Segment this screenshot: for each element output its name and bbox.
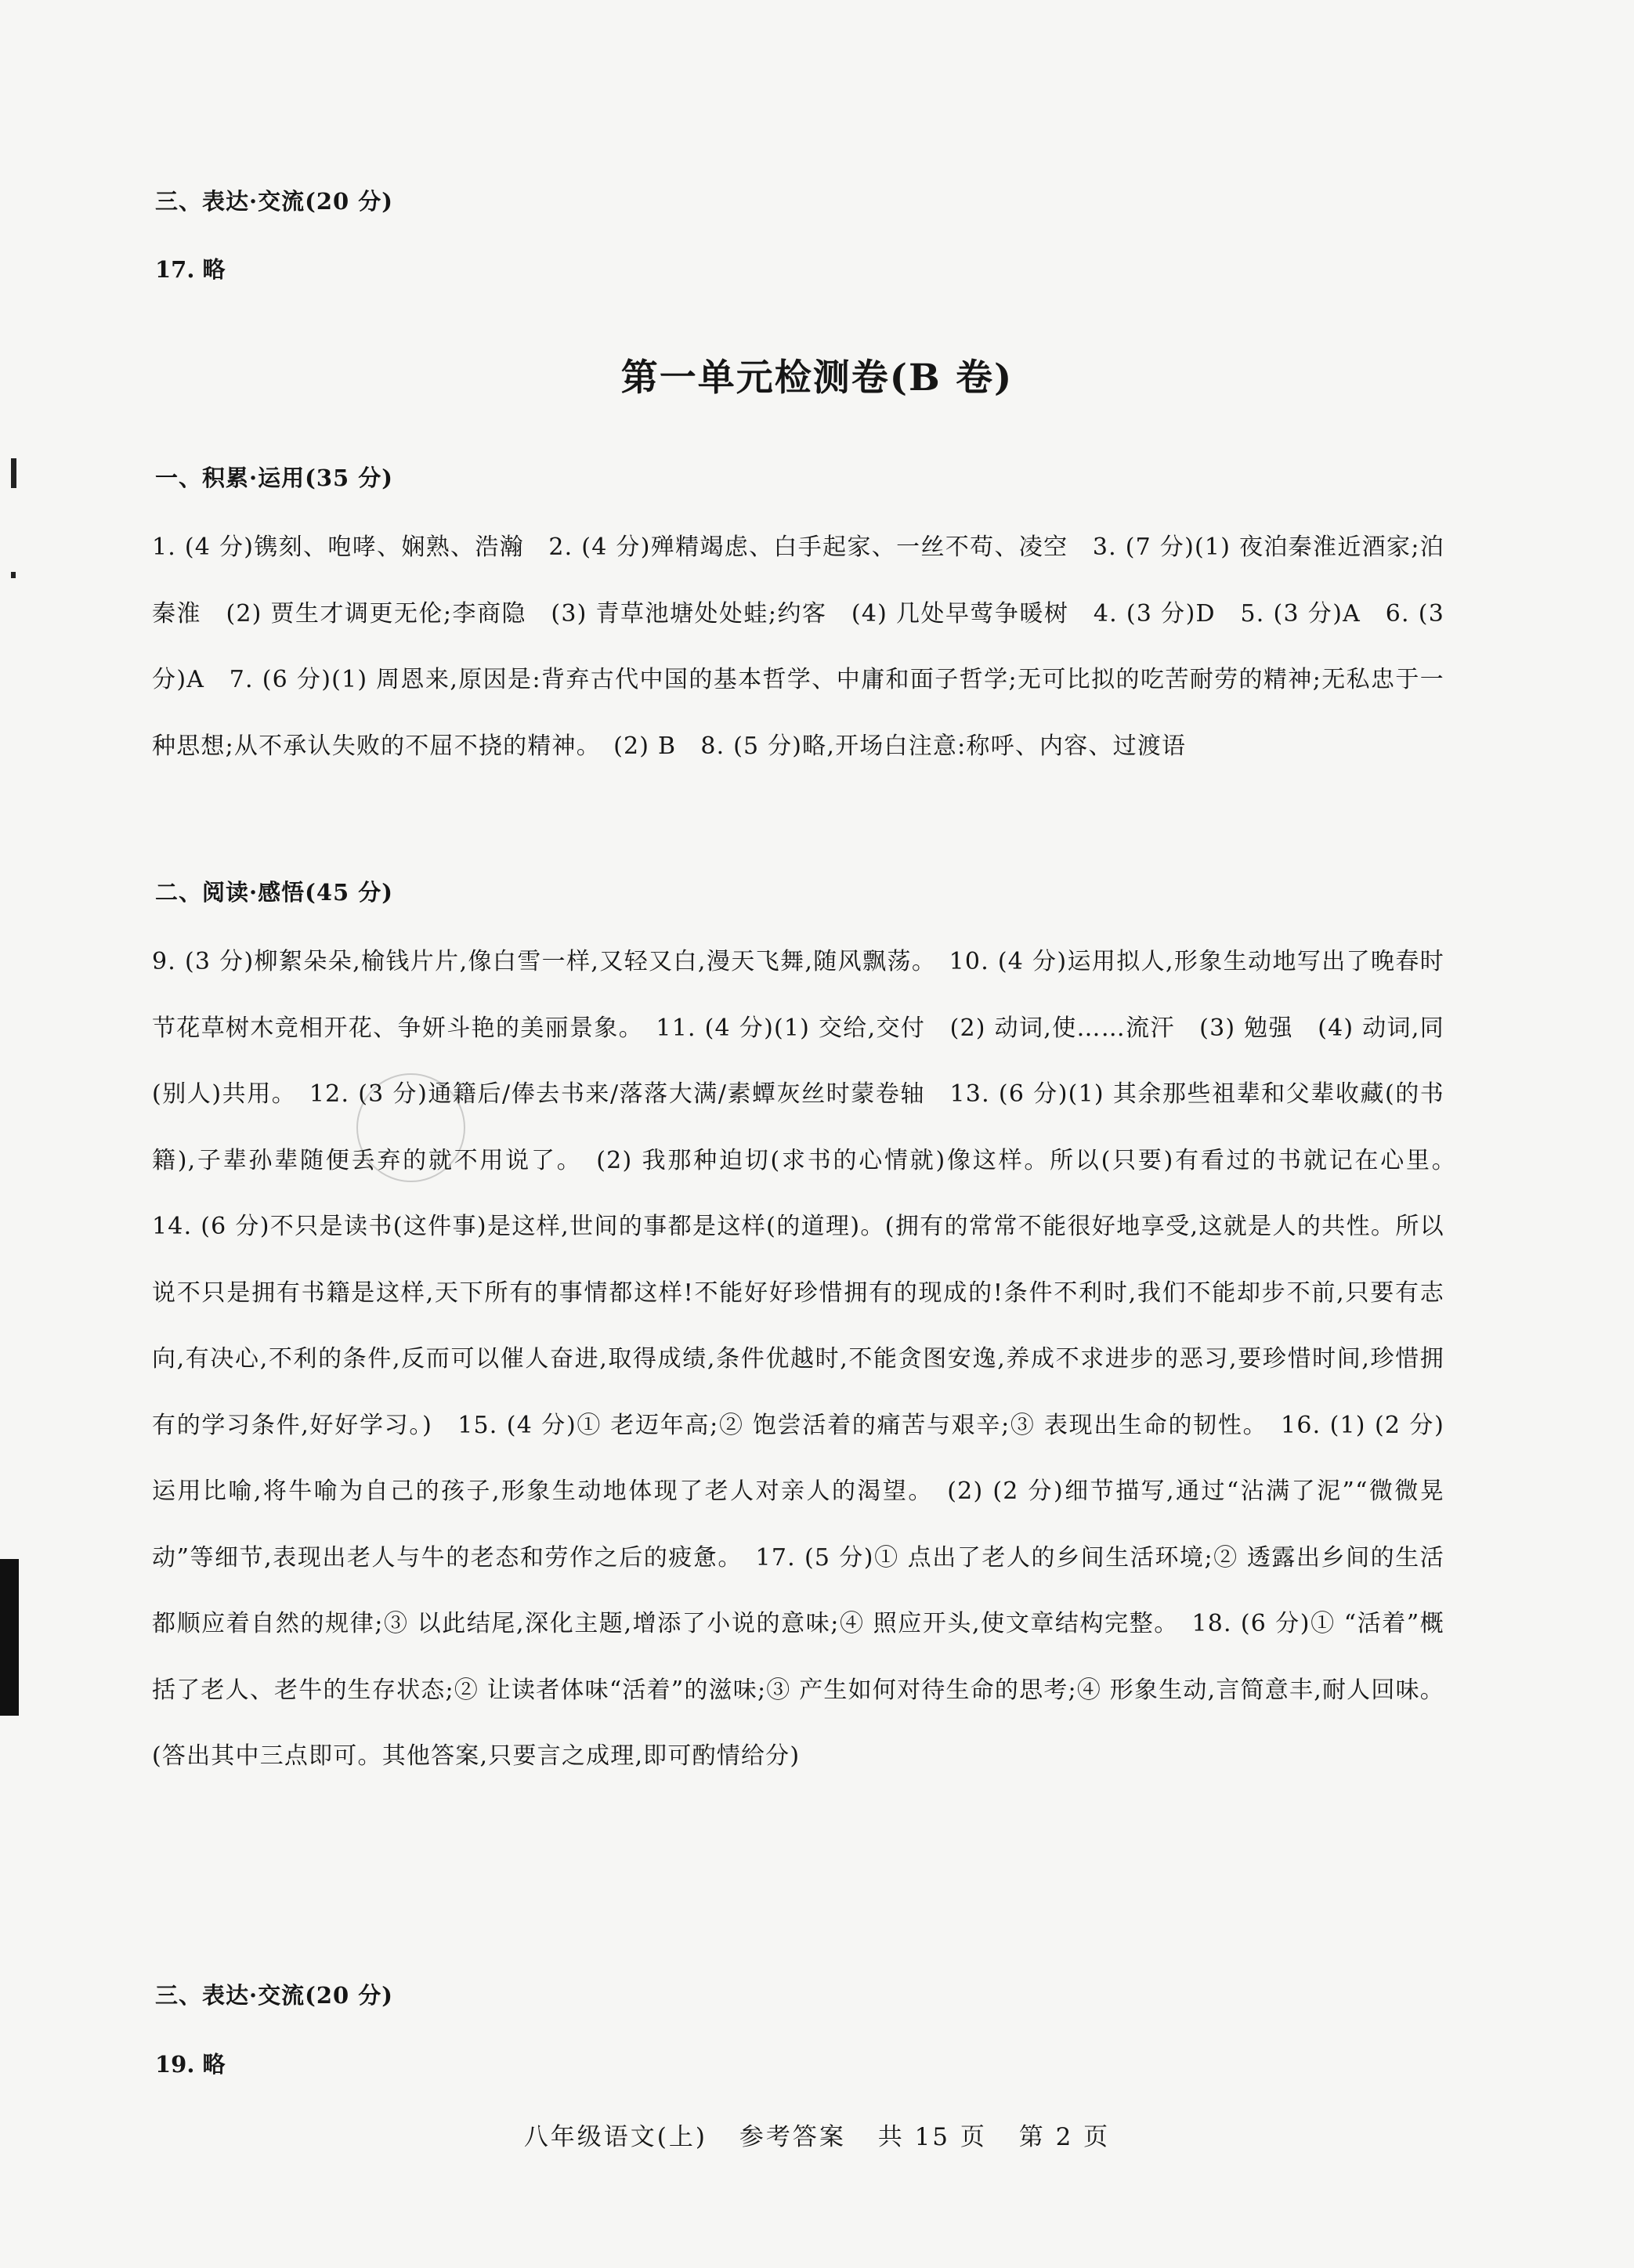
unit-title: 第一单元检测卷(B 卷) <box>620 356 1014 400</box>
page-footer <box>0 2117 1634 2152</box>
answer-19: 19. 略 <box>155 2051 226 2078</box>
footer-grade: 八年级语文(上) <box>523 2123 708 2151</box>
scan-binding-shadow <box>0 1559 19 1716</box>
section-heading-reading: 二、阅读·感悟(45 分) <box>155 879 393 906</box>
section-heading-expression: 三、表达·交流(20 分) <box>155 1982 393 2009</box>
footer-total-pages: 共 15 页 <box>877 2123 987 2151</box>
section1-answers: 1. (4 分)镌刻、咆哮、娴熟、浩瀚 2. (4 分)殚精竭虑、白手起家、一丝不苟、凌空 3. (7 分)(1) 夜泊秦淮近酒家;泊秦淮 (2) 贾生才调更无伦;李商隐 (3) 青草池塘处处蛙;约客 (4) 几处早莺争暖树 4. (3 分)D 5. (3 分)A 6. (3 分)A 7. (6 分)(1) 周恩来,原因是:背弃古代中国的基本哲学、中庸和面子哲学;无可比拟的吃苦耐劳的精神;无私忠于一种思想;从不承认失败的不屈不挠的精神。 (2) B 8. (5 分)略,开场白注意:称呼、内容、过渡语 <box>152 534 1444 760</box>
section-heading-accumulation: 一、积累·运用(35 分) <box>155 465 393 491</box>
answer-17: 17. 略 <box>155 256 226 283</box>
section-heading-expression-top: 三、表达·交流(20 分) <box>155 188 393 215</box>
footer-page-number: 第 2 页 <box>1018 2123 1111 2151</box>
footer-label: 参考答案 <box>739 2123 846 2151</box>
scan-speck <box>11 458 16 488</box>
section2-answers: 9. (3 分)柳絮朵朵,榆钱片片,像白雪一样,又轻又白,漫天飞舞,随风飘荡。 10. (4 分)运用拟人,形象生动地写出了晚春时节花草树木竞相开花、争妍斗艳的美丽景象。 11. (4 分)(1) 交给,交付 (2) 动词,使……流汗 (3) 勉强 (4) 动词,同(别人)共用。 12. (3 分)通籍后/俸去书来/落落大满/素蟫灰丝时蒙卷轴 13. (6 分)(1) 其余那些祖辈和父辈收藏(的书籍),子辈孙辈随便丢弃的就不用说了。 (2) 我那种迫切(求书的心情就)像这样。所以(只要)有看过的书就记在心里。 14. (6 分)不只是读书(这件事)是这样,世间的事都是这样(的道理)。(拥有的常常不能很好地享受,这就是人的共性。所以说不只是拥有书籍是这样,天下所有的事情都这样!不能好好珍惜拥有的现成的!条件不利时,我们不能却步不前,只要有志向,有决心,不利的条件,反而可以催人奋进,取得成绩,条件优越时,不能贪图安逸,养成不求进步的恶习,要珍惜时间,珍惜拥有的学习条件,好好学习。) 15. (4 分)① 老迈年高;② 饱尝活着的痛苦与艰辛;③ 表现出生命的韧性。 16. (1) (2 分)运用比喻,将牛喻为自己的孩子,形象生动地体现了老人对亲人的渴望。 (2) (2 分)细节描写,通过“沾满了泥”“微微晃动”等细节,表现出老人与牛的老态和劳作之后的疲惫。 17. (5 分)① 点出了老人的乡间生活环境;② 透露出乡间的生活都顺应着自然的规律;③ 以此结尾,深化主题,增添了小说的意味;④ 照应开头,使文章结构完整。 18. (6 分)① “活着”概括了老人、老牛的生存状态;② 让读者体味“活着”的滋味;③ 产生如何对待生命的思考;④ 形象生动,言简意丰,耐人回味。(答出其中三点即可。其他答案,只要言之成理,即可酌情给分) <box>152 948 1470 1770</box>
scan-speck <box>11 572 16 578</box>
